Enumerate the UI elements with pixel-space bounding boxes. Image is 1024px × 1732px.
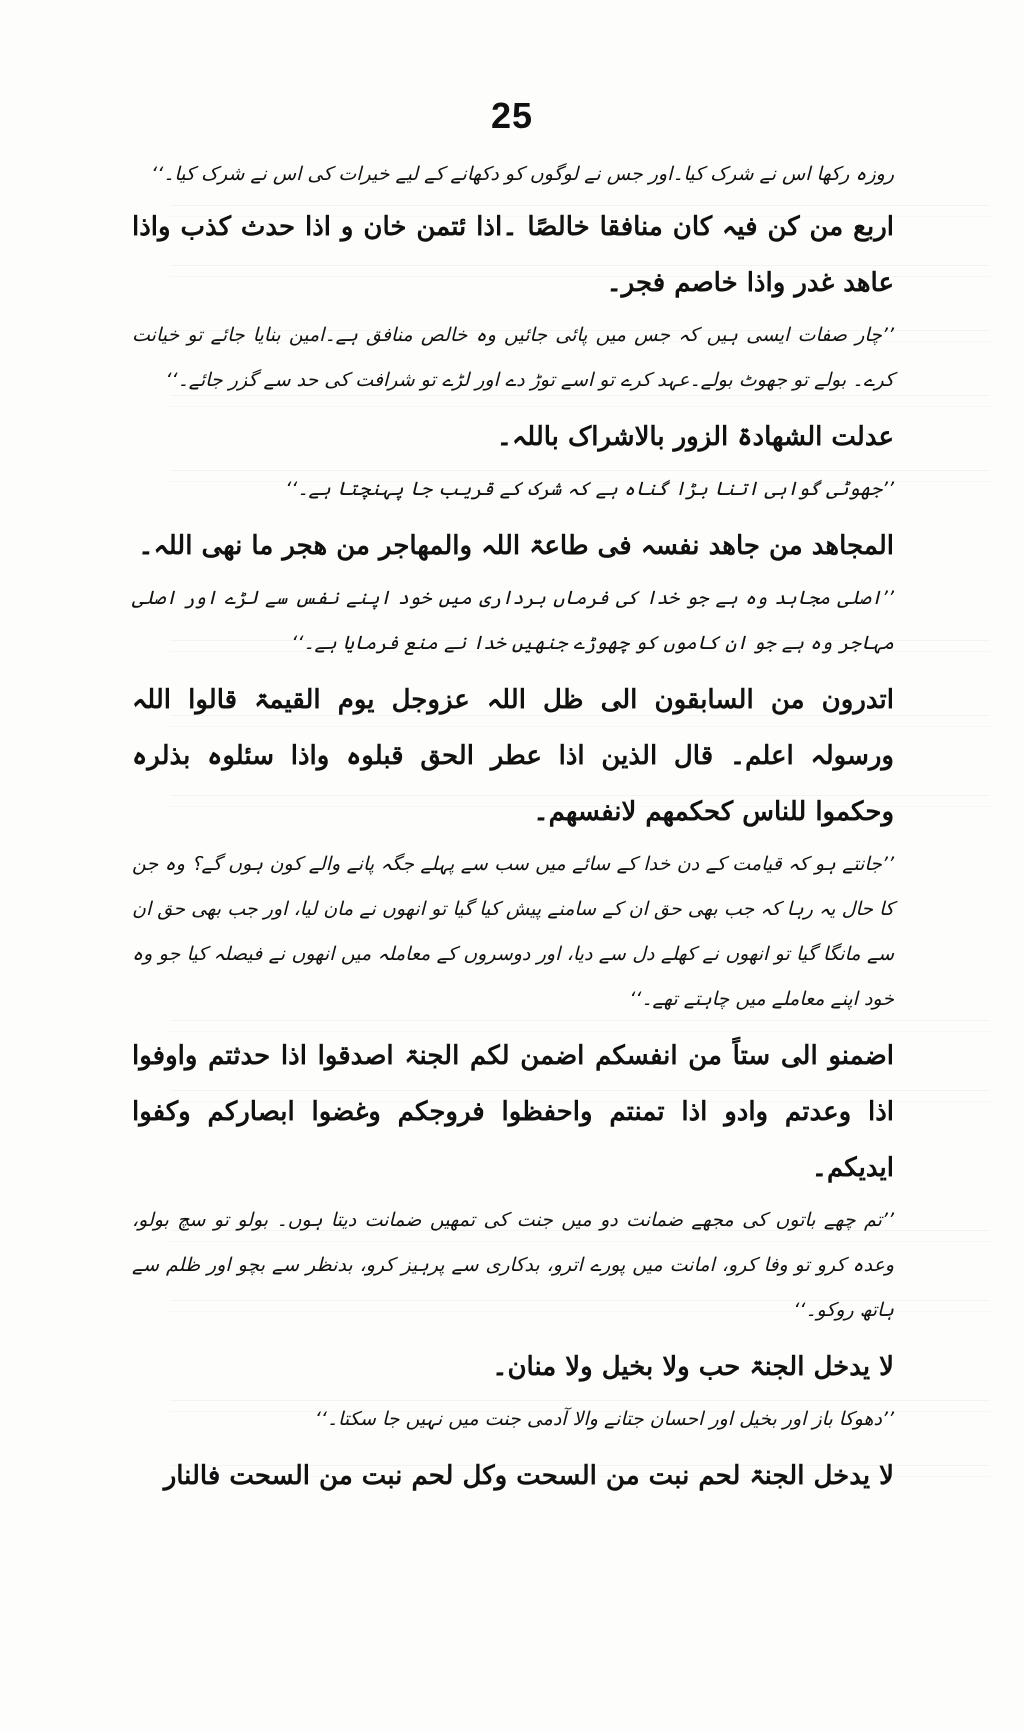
urdu-translation-paragraph: ’’دھوکا باز اور بخیل اور احسان جتانے والا آدمی جنت میں نہیں جا سکتا۔‘‘ [314, 1408, 894, 1430]
arabic-hadith-paragraph: اربع من کن فیہ کان منافقا خالصًا ۔اذا ئتمن خان و اذا حدث کذب واذا عاھد غدر واذا خاصم فجر۔ [132, 212, 894, 298]
page-content [132, 152, 894, 1506]
arabic-hadith-paragraph: لا یدخل الجنۃ لحم نبت من السحت وکل لحم نبت من السحت فالنار [163, 1461, 894, 1491]
urdu-translation-paragraph: ’’تم چھے باتوں کی مجھے ضمانت دو میں جنت کی تمھیں ضمانت دیتا ہوں۔ بولو تو سچ بولو، وعدہ کرو تو وفا کرو، امانت میں پورے اترو، بدکاری سے پرہیز کرو، بدنظر سے بچو اور ظلم سے ہاتھ روکو۔‘‘ [132, 1209, 894, 1321]
urdu-translation-paragraph: روزہ رکھا اس نے شرک کیا۔اور جس نے لوگوں کو دکھانے کے لیے خیرات کی اس نے شرک کیا۔‘‘ [151, 163, 894, 185]
arabic-hadith-paragraph: المجاھد من جاھد نفسہ فی طاعۃ اللہ والمھاجر من ھجر ما نھی اللہ۔ [138, 531, 894, 561]
urdu-translation-paragraph: ’’جھوٹی گواہی اتنا بڑا گناہ ہے کہ شرک کے قریب جا پہنچتا ہے۔‘‘ [285, 478, 894, 500]
arabic-hadith-paragraph: اضمنو الی ستاً من انفسکم اضمن لکم الجنۃ اصدقوا اذا حدثتم واوفوا اذا وعدتم وادو اذا تمنتم واحفظوا فروجکم وغضوا ابصارکم وکفوا ایدیکم۔ [132, 1041, 894, 1183]
arabic-hadith-paragraph: اتدرون من السابقون الی ظل اللہ عزوجل یوم القیمۃ قالوا اللہ ورسولہ اعلم۔ قال الذین اذا عطر الحق قبلوہ واذا سئلوہ بذلرہ وحکموا للناس کحکمھم لانفسھم۔ [132, 685, 894, 827]
arabic-hadith-paragraph: لا یدخل الجنۃ حب ولا بخیل ولا منان۔ [492, 1352, 894, 1382]
urdu-translation-paragraph: ’’اصلی مجاہد وہ ہے جو خدا کی فرماں برداری میں خود اپنے نفس سے لڑے اور اصلی مہاجر وہ ہے جو ان کاموں کو چھوڑے جنھیں خدا نے منع فرمایا ہے۔‘‘ [132, 587, 894, 654]
page-number: 25 [490, 95, 534, 136]
urdu-translation-paragraph: ’’جانتے ہو کہ قیامت کے دن خدا کے سائے میں سب سے پہلے جگہ پانے والے کون ہوں گے؟ وہ جن کا حال یہ رہا کہ جب بھی حق ان کے سامنے پیش کیا گیا تو انھوں نے مان لیا، اور جب بھی حق ان سے مانگا گیا تو انھوں نے کھلے دل سے دیا، اور دوسروں کے معاملہ میں انھوں نے فیصلہ کیا جو وہ خود اپنے معاملے میں چاہتے تھے۔‘‘ [132, 853, 894, 1010]
arabic-hadith-paragraph: عدلت الشھادۃ الزور بالاشراک باللہ۔ [496, 422, 894, 452]
urdu-translation-paragraph: ’’چار صفات ایسی ہیں کہ جس میں پائی جائیں وہ خالص منافق ہے۔امین بنایا جائے تو خیانت کرے۔ بولے تو جھوٹ بولے۔عہد کرے تو اسے توڑ دے اور لڑے تو شرافت کی حد سے گزر جائے۔‘‘ [132, 324, 894, 391]
